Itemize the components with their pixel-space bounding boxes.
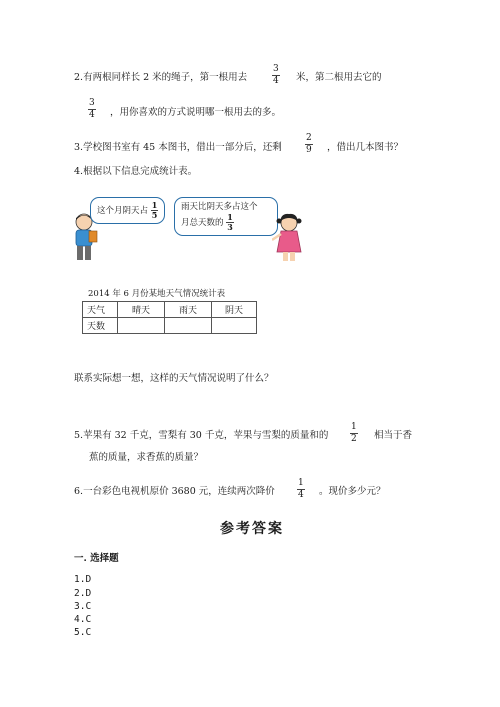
fraction-numerator: 1 xyxy=(351,422,357,432)
q5-fraction xyxy=(350,422,358,445)
table-cell-input[interactable] xyxy=(212,318,257,334)
table-header-cell: 晴天 xyxy=(118,302,165,318)
fraction-numerator: 2 xyxy=(306,133,312,143)
fraction-denominator: 4 xyxy=(273,76,279,86)
table-row xyxy=(83,318,257,334)
q5-text-line2: 蕉的质量，求香蕉的质量？ xyxy=(89,452,204,463)
q2-text-part2: 米，第二根用去它的 xyxy=(296,72,382,83)
table-cell-input[interactable] xyxy=(118,318,165,334)
fraction-denominator: 3 xyxy=(227,222,233,232)
q3-text-part1: 3.学校图书室有 45 本图书，借出一部分后，还剩 xyxy=(74,142,282,153)
q4-text: 4.根据以下信息完成统计表。 xyxy=(74,166,198,177)
fraction-denominator: 9 xyxy=(306,145,312,155)
answer-item: 2.D xyxy=(74,588,92,599)
girl-figure xyxy=(272,212,306,264)
fraction-denominator: 4 xyxy=(298,490,304,500)
q6-text-part2: 。现价多少元？ xyxy=(319,486,386,497)
bubble-left-text: 这个月阴天占 xyxy=(97,206,149,216)
bubble-right-line2: 月总天数的 xyxy=(181,218,224,228)
bubble-left-fraction xyxy=(151,201,159,220)
table-header-cell: 雨天 xyxy=(165,302,212,318)
answer-item: 1.D xyxy=(74,574,92,585)
fraction-denominator: 4 xyxy=(89,110,95,120)
q4-followup: 联系实际想一想，这样的天气情况说明了什么？ xyxy=(74,373,274,384)
fraction-numerator: 1 xyxy=(298,478,304,488)
answer-item: 5.C xyxy=(74,627,92,638)
table-header-cell: 阴天 xyxy=(212,302,257,318)
q2-fraction-a xyxy=(272,64,280,87)
q6-text-part1: 6.一台彩色电视机原价 3680 元，连续两次降价 xyxy=(74,486,275,497)
answers-section-heading: 一. 选择题 xyxy=(74,553,119,564)
q2-fraction-b xyxy=(88,98,96,121)
q6-fraction xyxy=(297,478,305,501)
speech-bubble-right xyxy=(174,197,278,236)
q2-text-part1: 2.有两根同样长 2 米的绳子，第一根用去 xyxy=(74,72,248,83)
q3-text-part2: ，借出几本图书？ xyxy=(327,142,404,153)
answers-title: 参考答案 xyxy=(220,521,284,537)
speech-bubble-left xyxy=(90,197,165,224)
fraction-numerator: 3 xyxy=(273,64,279,74)
q2-text-part3: ，用你喜欢的方式说明哪一根用去的多。 xyxy=(110,107,282,118)
table-cell: 天数 xyxy=(83,318,118,334)
q3-fraction xyxy=(305,133,313,156)
fraction-numerator: 1 xyxy=(151,200,158,210)
table-cell-input[interactable] xyxy=(165,318,212,334)
fraction-numerator: 1 xyxy=(227,212,233,222)
table-title: 2014 年 6 月份某地天气情况统计表 xyxy=(88,289,226,299)
bubble-right-fraction xyxy=(226,213,234,232)
table-header-cell: 天气 xyxy=(83,302,118,318)
fraction-denominator: 2 xyxy=(351,434,357,444)
q5-text-part2: 相当于香 xyxy=(374,430,413,441)
fraction-denominator: 5 xyxy=(151,210,158,220)
weather-table xyxy=(82,301,257,334)
fraction-numerator: 3 xyxy=(89,98,95,108)
bubble-right-line1: 雨天比阴天多占这个 xyxy=(181,202,258,212)
table-header-row xyxy=(83,302,257,318)
q5-text-part1: 5.苹果有 32 千克，雪梨有 30 千克，苹果与雪梨的质量和的 xyxy=(74,430,329,441)
answer-item: 4.C xyxy=(74,614,92,625)
answer-item: 3.C xyxy=(74,601,92,612)
